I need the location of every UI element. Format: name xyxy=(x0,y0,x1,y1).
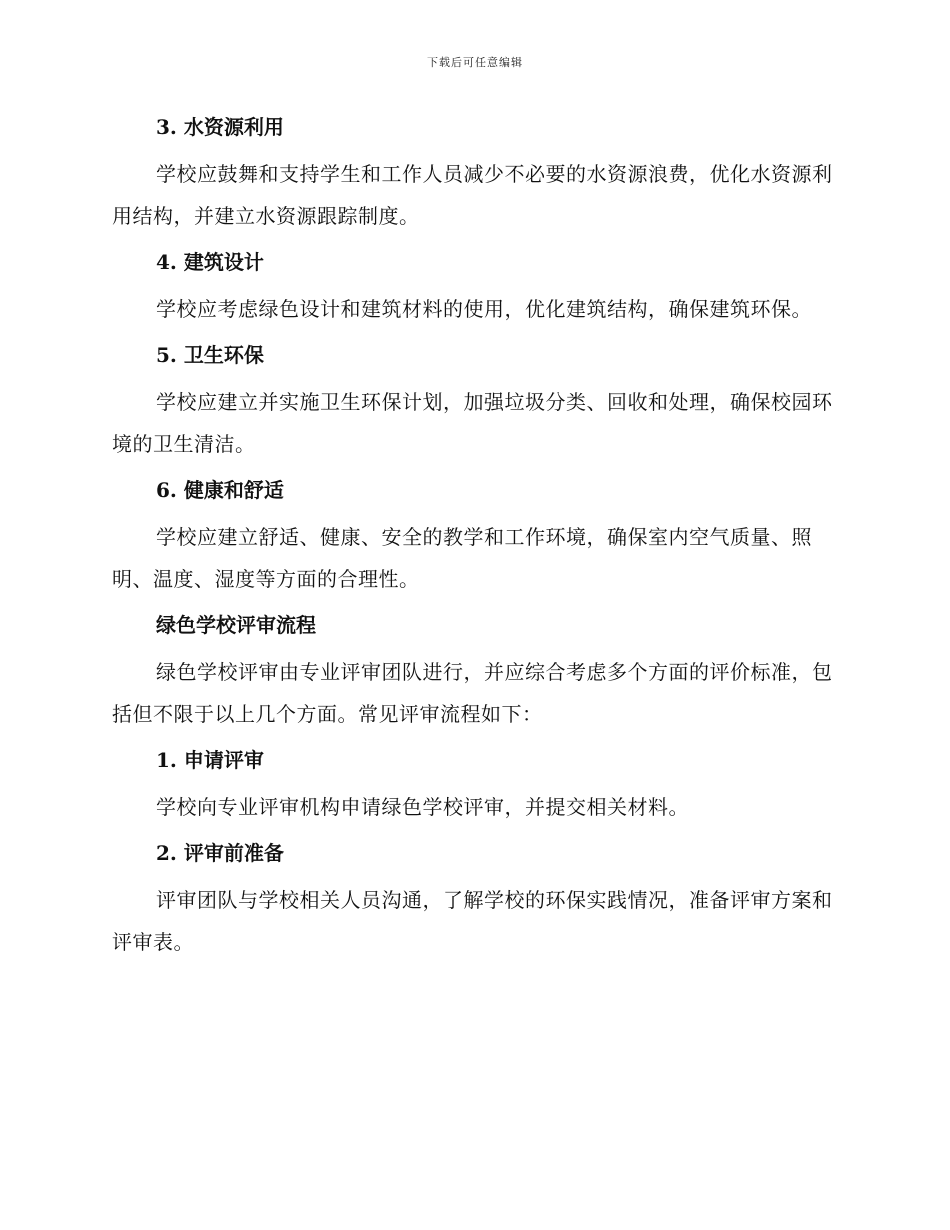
section-paragraph: 学校应建立并实施卫生环保计划，加强垃圾分类、回收和处理，确保校园环境的卫生清洁。 xyxy=(112,390,833,456)
section-heading: 4. 建筑设计 xyxy=(156,250,264,274)
section-health xyxy=(112,471,842,606)
section-paragraph: 绿色学校评审由专业评审团队进行，并应综合考虑多个方面的评价标准，包括但不限于以上几个方面。常见评审流程如下： xyxy=(112,660,833,726)
section-paragraph: 学校向专业评审机构申请绿色学校评审，并提交相关材料。 xyxy=(156,795,689,819)
section-heading: 2. 评审前准备 xyxy=(156,841,284,865)
section-paragraph: 评审团队与学校相关人员沟通，了解学校的环保实践情况，准备评审方案和评审表。 xyxy=(112,888,833,954)
section-water xyxy=(112,108,842,243)
page-header: 下载后可任意编辑 xyxy=(427,56,523,69)
section-heading: 1. 申请评审 xyxy=(156,748,264,772)
section-paragraph: 学校应鼓舞和支持学生和工作人员减少不必要的水资源浪费，优化水资源利用结构，并建立水资源跟踪制度。 xyxy=(112,162,833,228)
section-hygiene xyxy=(112,336,842,471)
section-apply xyxy=(112,741,842,834)
document-body xyxy=(112,108,842,963)
section-building xyxy=(112,243,842,336)
section-paragraph: 学校应建立舒适、健康、安全的教学和工作环境，确保室内空气质量、照明、温度、湿度等方面的合理性。 xyxy=(112,525,812,591)
section-heading: 5. 卫生环保 xyxy=(156,343,264,367)
section-heading: 绿色学校评审流程 xyxy=(156,613,316,637)
section-heading: 3. 水资源利用 xyxy=(156,115,284,139)
section-paragraph: 学校应考虑绿色设计和建筑材料的使用，优化建筑结构，确保建筑环保。 xyxy=(156,297,812,321)
section-heading: 6. 健康和舒适 xyxy=(156,478,284,502)
section-review-process xyxy=(112,606,842,741)
section-preparation xyxy=(112,834,842,963)
